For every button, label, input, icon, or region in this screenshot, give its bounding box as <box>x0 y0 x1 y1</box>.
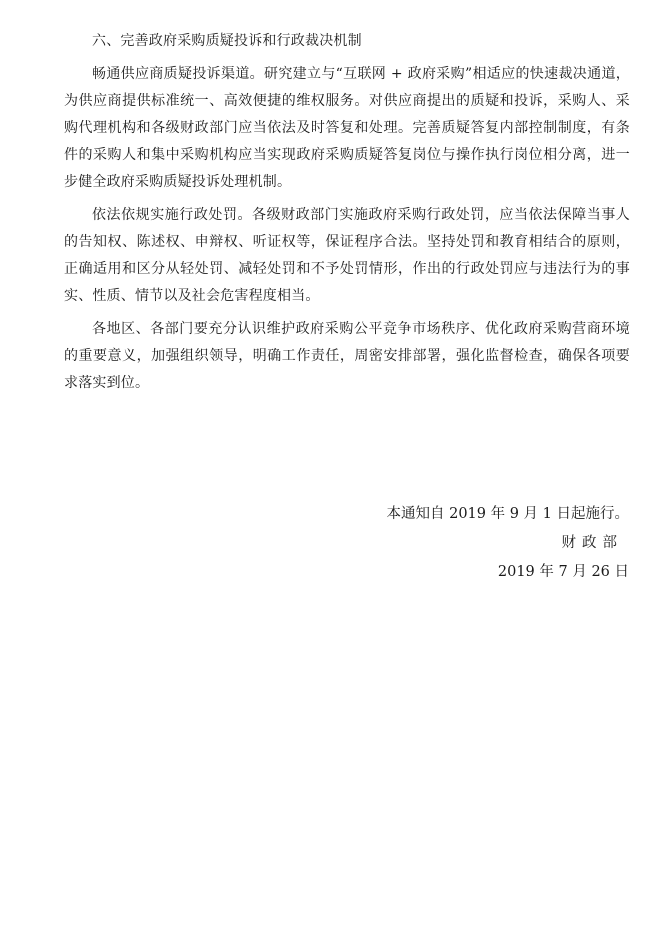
section-heading: 六、完善政府采购质疑投诉和行政裁决机制 <box>92 33 362 49</box>
paragraph-administrative-penalty: 依法依规实施行政处罚。各级财政部门实施政府采购行政处罚，应当依法保障当事人的告知权、陈述权、申辩权、听证权等，保证程序合法。坚持处罚和教育相结合的原则，正确适用和区分从轻处罚、减轻处罚和不予处罚情形，作出的行政处罚应与违法行为的事实、性质、情节以及社会危害程度相当。 <box>64 207 630 304</box>
issuing-agency: 财政部 <box>561 535 623 551</box>
paragraph-implementation-requirements: 各地区、各部门要充分认识维护政府采购公平竞争市场秩序、优化政府采购营商环境的重要意义，加强组织领导，明确工作责任，周密安排部署，强化监督检查，确保各项要求落实到位。 <box>64 321 630 391</box>
effective-date-statement: 本通知自 2019 年 9 月 1 日起施行。 <box>386 506 629 522</box>
paragraph-complaint-channels: 畅通供应商质疑投诉渠道。研究建立与“互联网 + 政府采购”相适应的快速裁决通道，为供应商提供标准统一、高效便捷的维权服务。对供应商提出的质疑和投诉，采购人、采购代理机构和各级财政部门应当依法及时答复和处理。完善质疑答复内部控制制度，有条件的采购人和集中采购机构应当实现政府采购质疑答复岗位与操作执行岗位相分离，进一步健全政府采购质疑投诉处理机制。 <box>64 66 630 190</box>
document-body <box>64 28 630 403</box>
closing-block <box>386 500 629 587</box>
issue-date: 2019 年 7 月 26 日 <box>497 564 629 580</box>
